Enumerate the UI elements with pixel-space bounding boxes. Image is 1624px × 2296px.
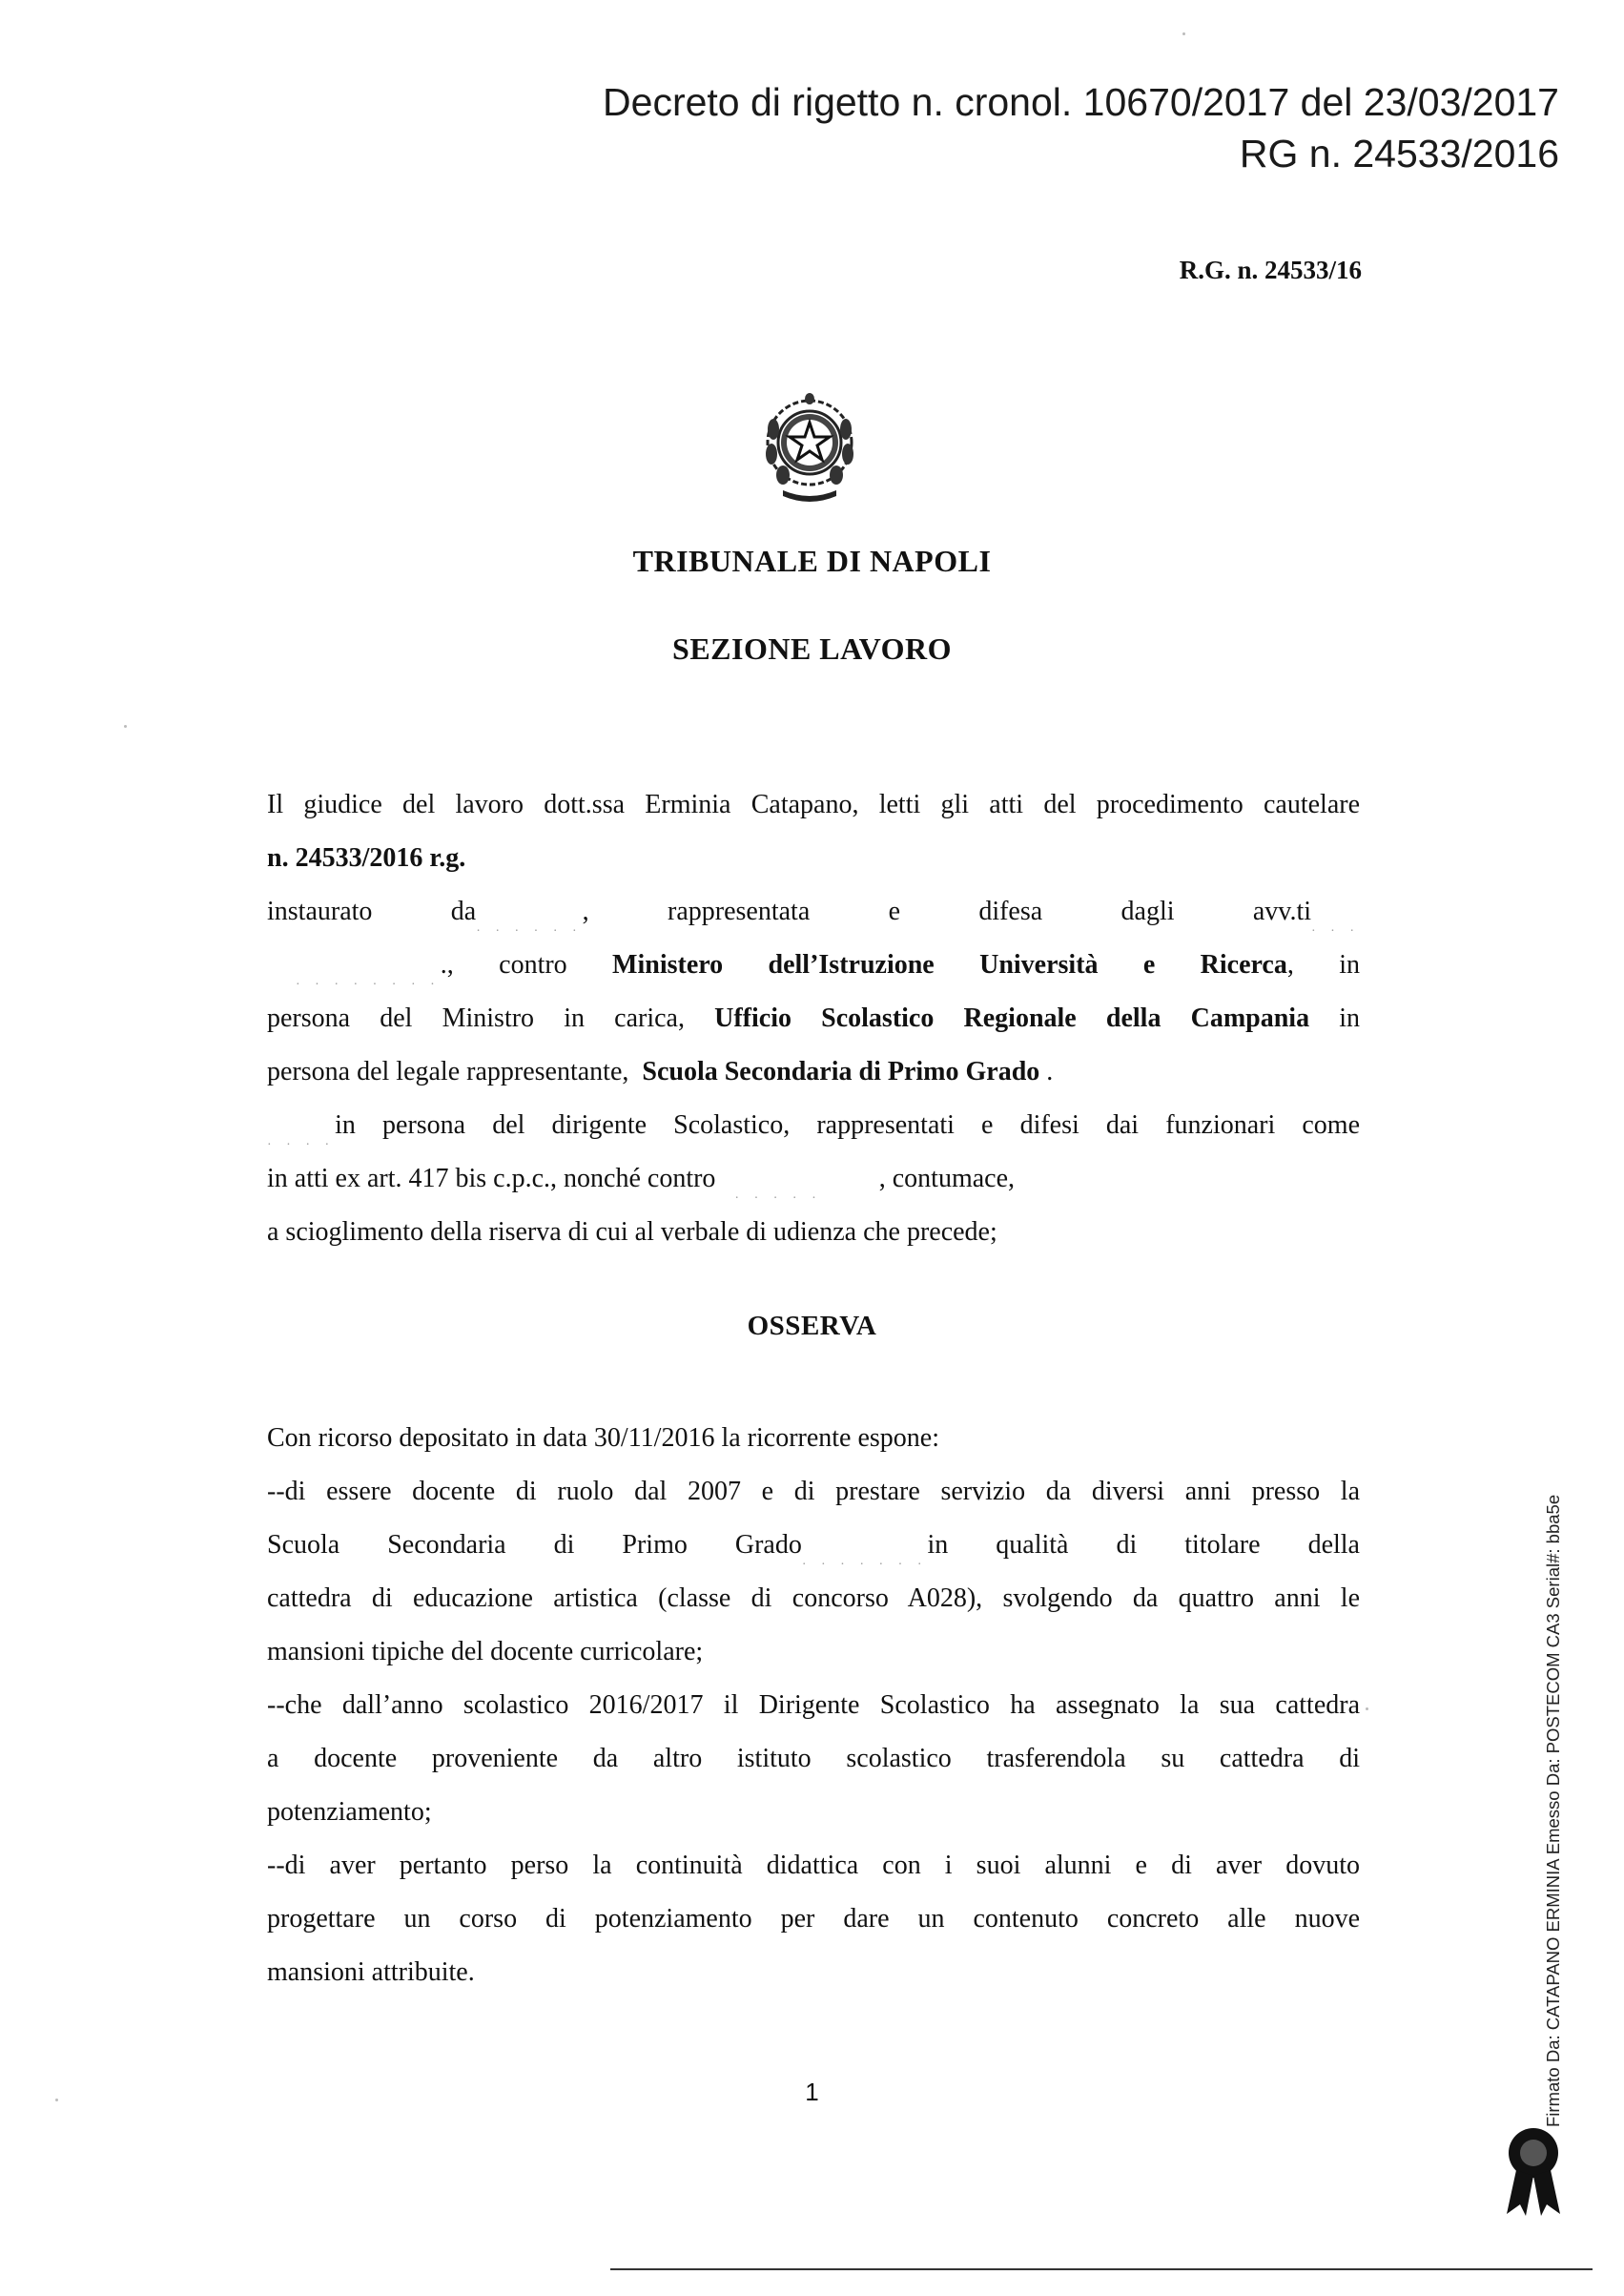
redacted-text: · · · · · · · bbox=[801, 1557, 928, 1572]
rg-reference: R.G. n. 24533/16 bbox=[1179, 256, 1362, 284]
scan-speck bbox=[124, 725, 127, 728]
intro-line: a scioglimento della riserva di cui al verbale di udienza che precede; bbox=[267, 1217, 997, 1247]
body-line: progettare un corso di potenziamento per dare un contenuto concreto alle nuove bbox=[267, 1904, 1360, 1934]
body-line: --che dall’anno scolastico 2016/2017 il Dirigente Scolastico ha assegnato la sua cattedra bbox=[267, 1690, 1360, 1720]
page-number: 1 bbox=[805, 2078, 819, 2106]
decree-header: Decreto di rigetto n. cronol. 10670/2017 del 23/03/2017 bbox=[603, 80, 1559, 124]
court-name: TRIBUNALE DI NAPOLI bbox=[632, 544, 992, 578]
intro-line: · · · ·in persona del dirigente Scolastico, rappresentati e difesi dai funzionari come bbox=[267, 1110, 1360, 1152]
footer-rule bbox=[610, 2268, 1593, 2270]
intro-line: persona del legale rappresentante, Scuola Secondaria di Primo Grado . bbox=[267, 1057, 1054, 1086]
body-line: --di aver pertanto perso la continuità didattica con i suoi alunni e di aver dovuto bbox=[267, 1851, 1360, 1880]
digital-signature bbox=[1537, 1469, 1570, 2127]
redacted-text: · · · · bbox=[267, 1137, 336, 1152]
intro-line: in atti ex art. 417 bis c.p.c., nonché contro· · · · ·, contumace, bbox=[267, 1164, 1016, 1206]
court-section: SEZIONE LAVORO bbox=[672, 631, 952, 666]
body-line: a docente proveniente da altro istituto scolastico trasferendola su cattedra di bbox=[267, 1744, 1360, 1773]
intro-line: instaurato da· · · · · ·, rappresentata e difesa dagli avv.ti· · · bbox=[267, 897, 1361, 939]
redacted-text: · · · · · · bbox=[476, 923, 583, 939]
signature-seal-icon bbox=[1495, 2122, 1572, 2218]
intro-line: · · · · · · · ·., contro Ministero dell’Istruzione Università e Ricerca, in bbox=[296, 950, 1361, 992]
redacted-text: · · · · · · · · bbox=[296, 977, 441, 992]
body-line: Con ricorso depositato in data 30/11/2016 la ricorrente espone: bbox=[267, 1423, 940, 1453]
body-line: mansioni tipiche del docente curricolare; bbox=[267, 1637, 704, 1666]
rg-header: RG n. 24533/2016 bbox=[1239, 132, 1559, 176]
redacted-text: · · · · · bbox=[734, 1190, 822, 1206]
intro-line: Il giudice del lavoro dott.ssa Erminia Catapano, letti gli atti del procedimento cautelare bbox=[267, 790, 1360, 819]
italian-republic-emblem-icon bbox=[758, 391, 861, 506]
intro-line: persona del Ministro in carica, Ufficio Scolastico Regionale della Campania in bbox=[267, 1003, 1361, 1033]
observe-heading: OSSERVA bbox=[747, 1311, 877, 1341]
body-line: cattedra di educazione artistica (classe di concorso A028), svolgendo da quattro anni le bbox=[267, 1583, 1360, 1613]
body-line: Scuola Secondaria di Primo Grado· · · · · · ·in qualità di titolare della bbox=[267, 1530, 1360, 1572]
body-line: potenziamento; bbox=[267, 1797, 432, 1827]
body-line: --di essere docente di ruolo dal 2007 e di prestare servizio da diversi anni presso la bbox=[267, 1477, 1360, 1506]
signature-text: Firmato Da: CATAPANO ERMINIA Emesso Da: POSTECOM CA3 Serial#: bba5e bbox=[1543, 1494, 1563, 2127]
scan-speck bbox=[55, 2099, 58, 2101]
scan-speck bbox=[1366, 1707, 1368, 1710]
redacted-text: · · · bbox=[1311, 923, 1361, 939]
procedure-number: n. 24533/2016 r.g. bbox=[267, 843, 466, 873]
scan-speck bbox=[1182, 32, 1185, 35]
body-line: mansioni attribuite. bbox=[267, 1957, 475, 1987]
